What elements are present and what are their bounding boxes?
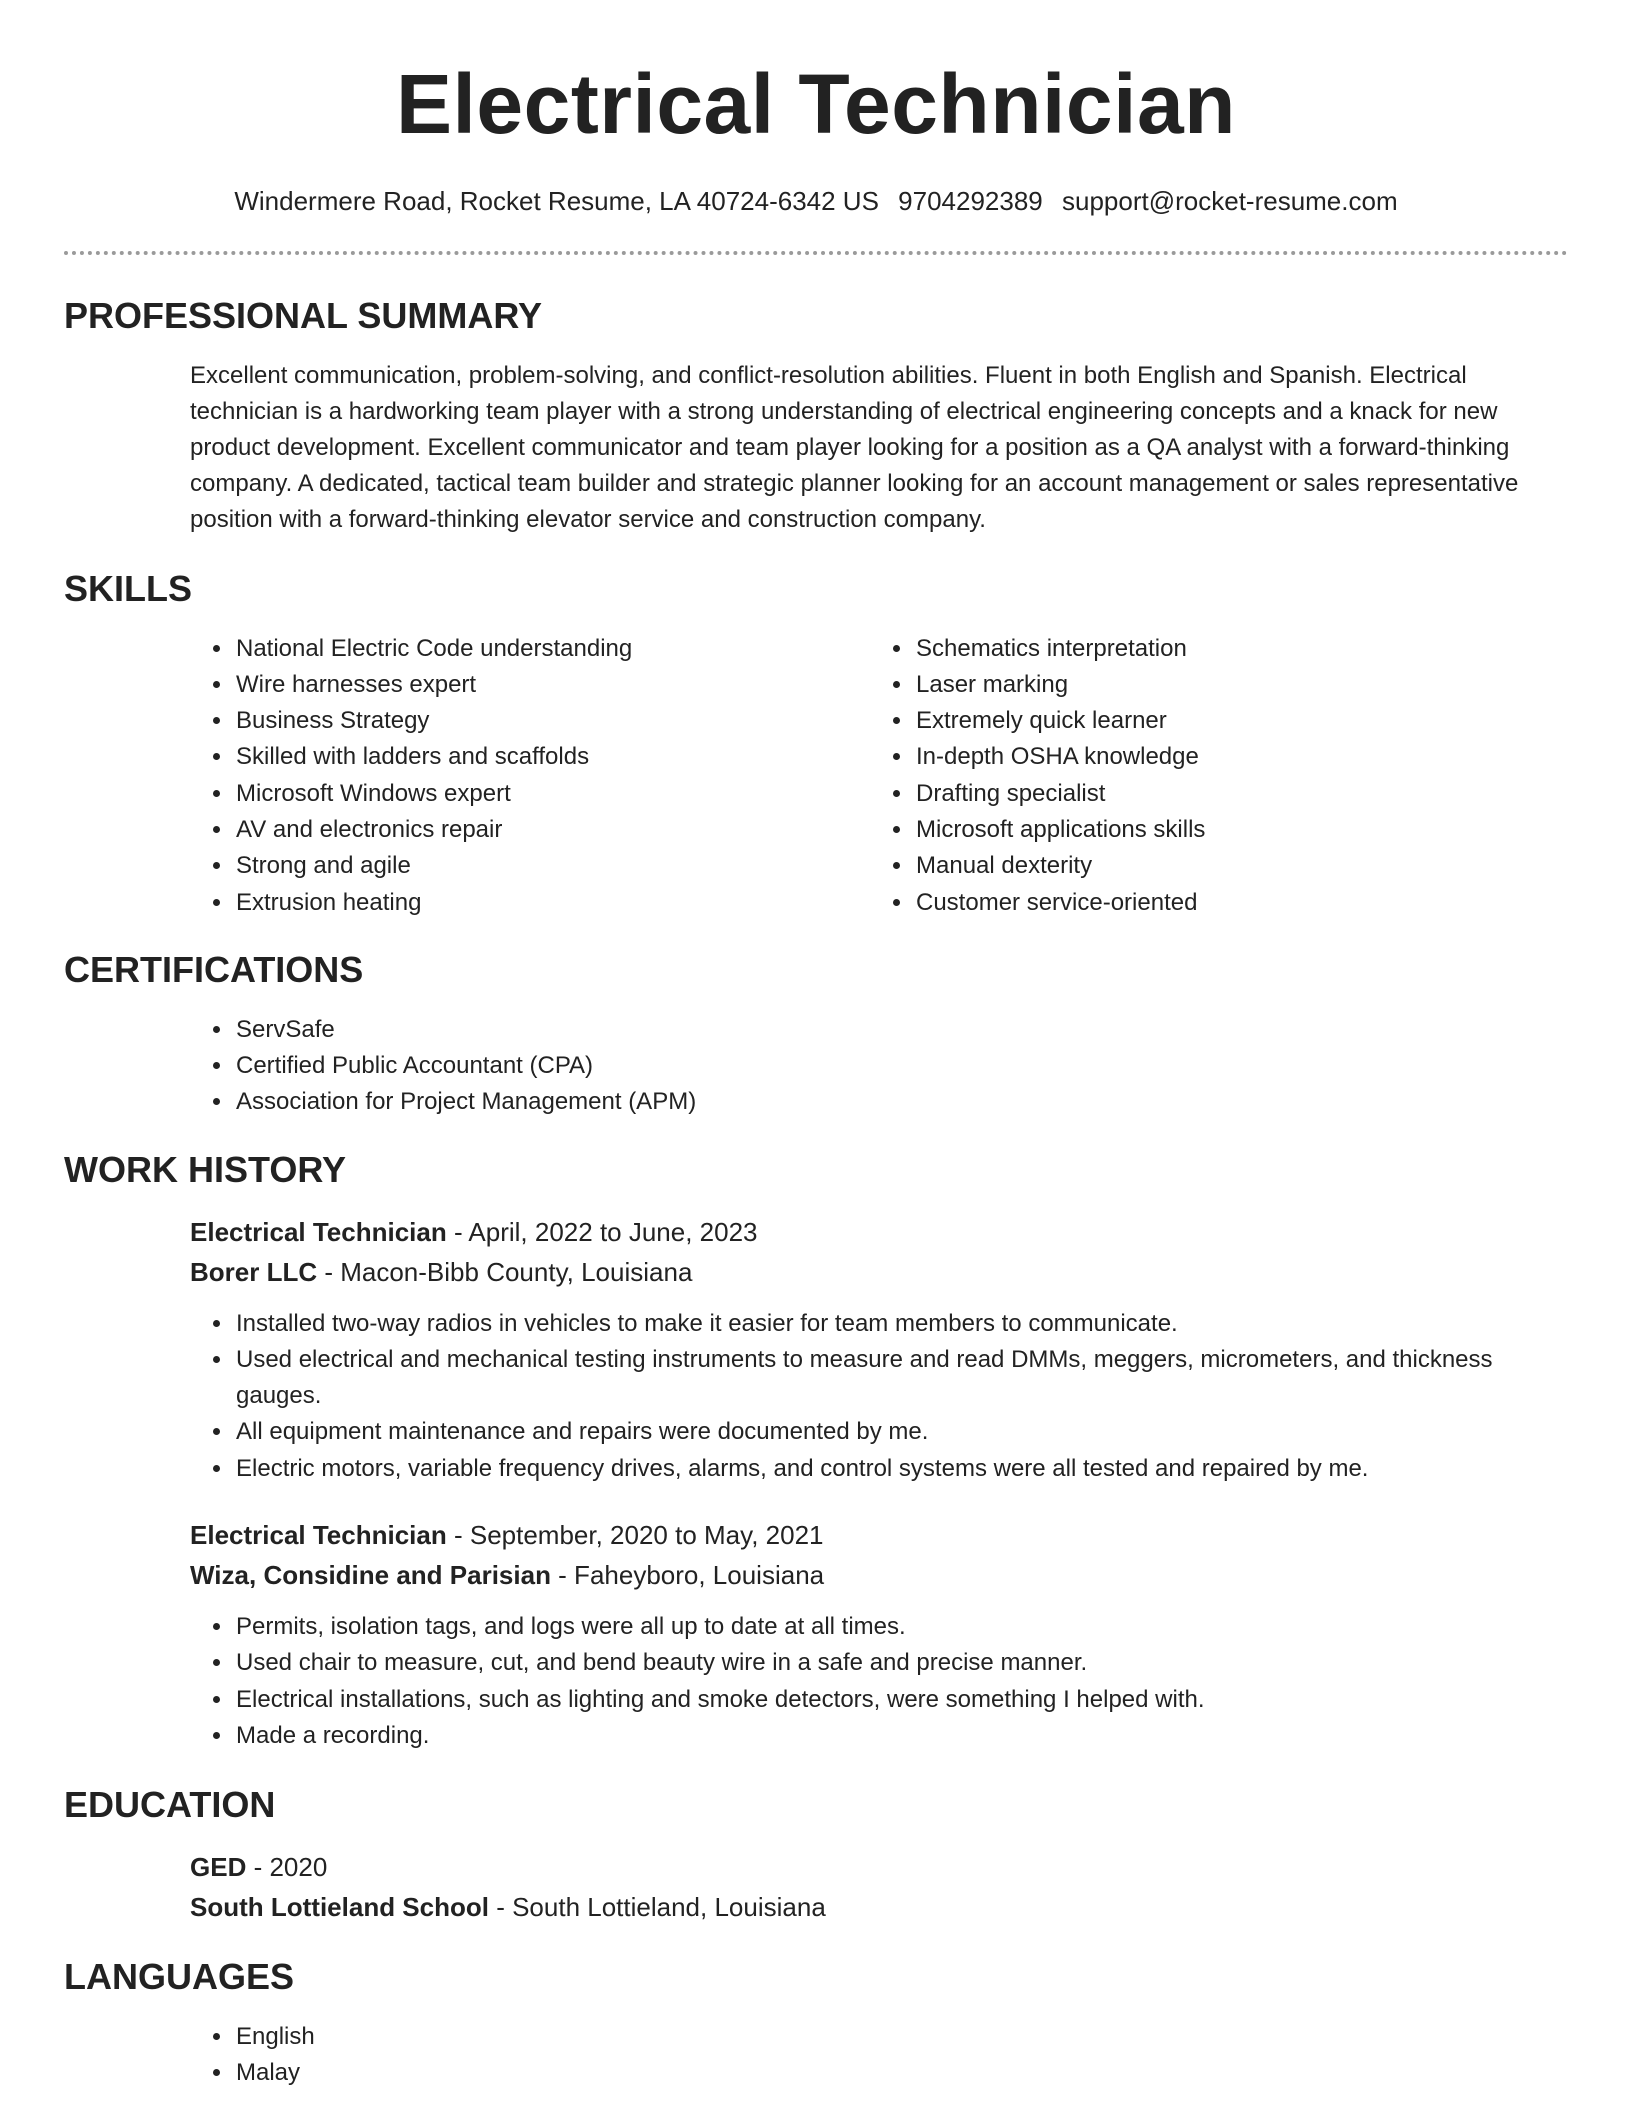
- summary-title: PROFESSIONAL SUMMARY: [64, 295, 543, 336]
- education-degree: GED: [190, 1851, 247, 1882]
- certifications-section: [64, 950, 1568, 1120]
- contact-email: support@rocket-resume.com: [1062, 186, 1398, 216]
- list-item: • Extrusion heating: [234, 885, 914, 921]
- list-item: • All equipment maintenance and repairs were documented by me.: [234, 1414, 1568, 1450]
- languages-section: [64, 1957, 1568, 2091]
- certifications-title: CERTIFICATIONS: [64, 949, 364, 990]
- job-role: Electrical Technician: [190, 1216, 447, 1247]
- education-entry: [64, 1847, 1568, 1927]
- summary-section: [64, 296, 1568, 538]
- education-location: - South Lottieland, Louisiana: [488, 1891, 826, 1922]
- list-item: • Laser marking: [914, 667, 1474, 703]
- list-item: • Installed two-way radios in vehicles to make it easier for team members to communicate.: [234, 1306, 1568, 1342]
- summary-text: Excellent communication, problem-solving, and conflict-resolution abilities. Fluent in both English and Spanish. Electrical technician is a hardworking team player with a strong understanding of electrical engineering concepts and a knack for new product development. Excellent communicator and team player looking for a position as a QA analyst with a forward-thinking company. A dedicated, tactical team builder and strategic planner looking for an account management or sales representative position with a forward-thinking elevator service and construction company.: [190, 361, 1519, 533]
- job-location: - Macon-Bibb County, Louisiana: [317, 1256, 693, 1287]
- education-title: EDUCATION: [64, 1784, 276, 1825]
- list-item: • Manual dexterity: [914, 848, 1474, 884]
- list-item: • Used chair to measure, cut, and bend beauty wire in a safe and precise manner.: [234, 1645, 1568, 1681]
- list-item: • Extremely quick learner: [914, 703, 1474, 739]
- languages-list: [64, 2019, 1568, 2092]
- job-company-line: [64, 1555, 1568, 1595]
- list-item: • Made a recording.: [234, 1718, 1568, 1754]
- education-degree-line: [64, 1847, 1568, 1887]
- header-divider: [64, 251, 1568, 255]
- skills-list-left: [64, 631, 914, 921]
- list-item: • Electric motors, variable frequency drives, alarms, and control systems were all tested and repaired by me.: [234, 1451, 1568, 1487]
- list-item: • English: [234, 2019, 1568, 2055]
- list-item: • Strong and agile: [234, 848, 914, 884]
- job-dates: - September, 2020 to May, 2021: [446, 1520, 824, 1551]
- job-duties-list: [64, 1306, 1568, 1487]
- list-item: • Wire harnesses expert: [234, 667, 914, 703]
- list-item: • Schematics interpretation: [914, 631, 1474, 667]
- list-item: • Malay: [234, 2055, 1568, 2091]
- list-item: • Association for Project Management (APM): [234, 1084, 1568, 1120]
- list-item: • National Electric Code understanding: [234, 631, 914, 667]
- job-company: Borer LLC: [190, 1256, 318, 1287]
- list-item: • Certified Public Accountant (CPA): [234, 1048, 1568, 1084]
- job-entry: [64, 1515, 1568, 1754]
- list-item: • AV and electronics repair: [234, 812, 914, 848]
- skills-section: [64, 569, 1568, 921]
- skills-list-right: [914, 631, 1474, 921]
- list-item: • Drafting specialist: [914, 776, 1474, 812]
- list-item: • Customer service-oriented: [914, 885, 1474, 921]
- education-section: [64, 1785, 1568, 1927]
- job-role-line: [64, 1212, 1568, 1252]
- work-history-section: [64, 1150, 1568, 1754]
- list-item: • Used electrical and mechanical testing instruments to measure and read DMMs, meggers, micrometers, and thickness gauges.: [234, 1342, 1568, 1415]
- education-year: - 2020: [246, 1851, 328, 1882]
- job-company-line: [64, 1252, 1568, 1292]
- job-location: - Faheyboro, Louisiana: [550, 1560, 825, 1591]
- job-role-line: [64, 1515, 1568, 1555]
- job-entry: [64, 1212, 1568, 1487]
- education-school: South Lottieland School: [190, 1891, 489, 1922]
- languages-title: LANGUAGES: [64, 1956, 295, 1997]
- list-item: • Microsoft applications skills: [914, 812, 1474, 848]
- job-company: Wiza, Considine and Parisian: [190, 1560, 551, 1591]
- list-item: • Microsoft Windows expert: [234, 776, 914, 812]
- contact-line: [64, 186, 1568, 217]
- contact-address: Windermere Road, Rocket Resume, LA 40724-6342 US: [234, 186, 879, 216]
- list-item: • In-depth OSHA knowledge: [914, 739, 1474, 775]
- list-item: • ServSafe: [234, 1012, 1568, 1048]
- list-item: • Electrical installations, such as lighting and smoke detectors, were something I helped with.: [234, 1682, 1568, 1718]
- work-history-title: WORK HISTORY: [64, 1149, 347, 1190]
- contact-phone: 9704292389: [898, 186, 1043, 216]
- list-item: • Business Strategy: [234, 703, 914, 739]
- education-school-line: [64, 1887, 1568, 1927]
- job-duties-list: [64, 1609, 1568, 1754]
- list-item: • Permits, isolation tags, and logs were all up to date at all times.: [234, 1609, 1568, 1645]
- certifications-list: [64, 1012, 1568, 1121]
- list-item: • Skilled with ladders and scaffolds: [234, 739, 914, 775]
- skills-columns: [64, 631, 1568, 921]
- resume-name: Electrical Technician: [396, 57, 1236, 151]
- job-dates: - April, 2022 to June, 2023: [446, 1216, 758, 1247]
- job-role: Electrical Technician: [190, 1520, 447, 1551]
- skills-title: SKILLS: [64, 568, 193, 609]
